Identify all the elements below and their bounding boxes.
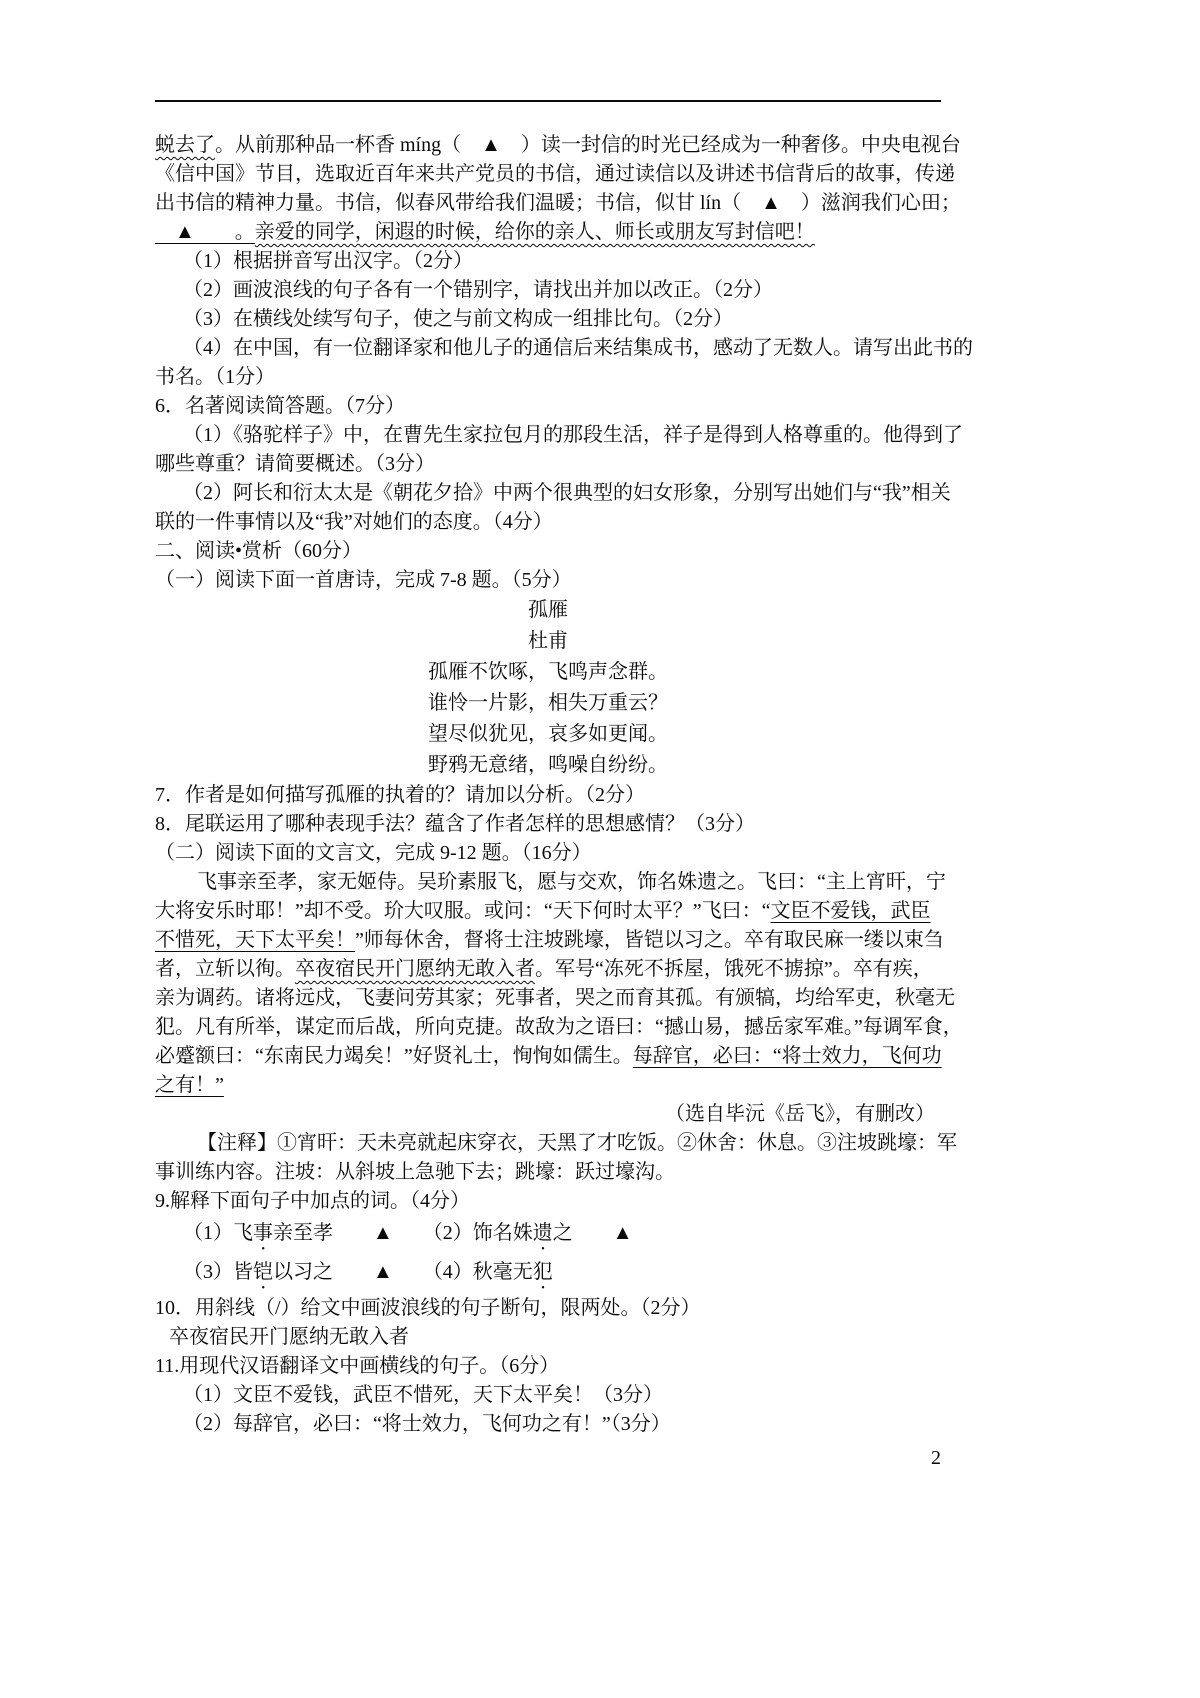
wavy-text-segment: 卒夜宿民开门愿纳无敢入者 [295, 958, 535, 980]
header-rule [155, 100, 941, 102]
question-5-sub-1 [155, 247, 941, 276]
text-segment: 卒夜宿民开门愿纳无敢入者 [169, 1326, 409, 1348]
poem-line [155, 688, 941, 719]
classical-text-line [155, 955, 941, 984]
text-segment: 以习之 [273, 1261, 373, 1283]
question-11 [155, 1352, 941, 1381]
poem-author [155, 626, 941, 657]
text-segment: 出书信的精神力量。书信，似春风带给我们温暖；书信，似甘 lín（ ▲ ）滋润我们心田； [155, 192, 961, 214]
text-segment: 者，立斩以徇。 [155, 958, 295, 980]
text-segment: 孤雁不饮啄，飞鸣声念群。 [428, 661, 668, 683]
question-6-sub-2-cont [155, 508, 941, 537]
classical-text-line [155, 1013, 963, 1042]
text-segment: 孤雁 [528, 599, 568, 621]
text-segment: 飞事亲至孝，家无姬侍。吴玠素服飞，愿与交欢，饰名姝遗之。飞曰：“主上宵旰，宁 [197, 871, 946, 893]
part-2-header [155, 839, 941, 868]
text-segment: （3）在横线处续写句子，使之与前文构成一组排比句。（2分） [183, 308, 733, 330]
question-9-items-1 [155, 1216, 941, 1255]
question-5-sub-2 [155, 276, 941, 305]
text-segment: 7．作者是如何描写孤雁的执着的？请加以分析。（2分） [155, 784, 645, 806]
text-segment: （2）每辞官，必曰：“将士效力，飞何功之有！”（3分） [183, 1413, 671, 1435]
text-segment: 【注释】①宵旰：天未亮就起床穿衣，天黑了才吃饭。②休舍：休息。③注坡跳壕：军 [197, 1132, 957, 1154]
question-10 [155, 1294, 941, 1323]
question-6-sub-2 [155, 479, 951, 508]
letter-paragraph-line [155, 160, 955, 189]
dot-text-segment: 事 [253, 1222, 273, 1244]
text-segment: 野鸦无意绪，鸣噪自纷纷。 [428, 754, 668, 776]
dot-text-segment: 遗 [532, 1222, 553, 1244]
text-segment: ”师每休舍，督将士注坡跳壕，皆铠以习之。卒有取民麻一缕以束刍 [355, 929, 944, 951]
question-5-sub-3 [155, 305, 941, 334]
text-segment: 9.解释下面句子中加点的词。（4分） [155, 1190, 470, 1212]
document-content [155, 131, 973, 1439]
text-segment: 6．名著阅读简答题。（7分） [155, 395, 405, 417]
answer-blank: ▲ [612, 1222, 633, 1244]
question-11-sub-1 [155, 1381, 941, 1410]
text-segment: 《信中国》节目，选取近百年来共产党员的书信，通过读信以及讲述书信背后的故事，传递 [155, 163, 955, 185]
question-5-sub-4 [155, 334, 973, 363]
text-segment: 10．用斜线（/）给文中画波浪线的句子断句，限两处。（2分） [155, 1297, 701, 1319]
text-segment: （2）阿长和衍太太是《朝花夕拾》中两个很典型的妇女形象，分别写出她们与“我”相关 [183, 482, 951, 504]
section-2-header [155, 537, 941, 566]
text-segment: （1）文臣不爱钱，武臣不惜死，天下太平矣！（3分） [183, 1384, 663, 1406]
text-segment: 谁怜一片影，相失万重云？ [428, 692, 668, 714]
text-segment: 杜甫 [528, 630, 568, 652]
letter-paragraph-line [155, 218, 941, 247]
answer-blank: ▲ 。 [155, 221, 255, 243]
text-segment: （3）皆 [183, 1261, 253, 1283]
text-segment: （1）《骆驼样子》中，在曹先生家拉包月的那段生活，祥子是得到人格尊重的。他得到了 [183, 424, 963, 446]
text-segment: 望尽似犹见，哀多如更闻。 [428, 723, 668, 745]
question-9 [155, 1187, 941, 1216]
dot-text-segment: 铠 [253, 1261, 273, 1283]
ul-text-segment: 之有！” [155, 1074, 224, 1096]
notes-line-cont [155, 1158, 941, 1187]
classical-text-line [155, 984, 955, 1013]
page-number: 2 [931, 1447, 941, 1469]
poem-line [155, 750, 941, 781]
classical-text-line [155, 897, 941, 926]
classical-text-line [155, 1042, 941, 1071]
text-segment: 大将安乐时耶！”却不受。玠大叹服。或问：“天下何时太平？”飞曰：“ [155, 900, 771, 922]
wavy-text-segment: 蜕去了 [155, 134, 215, 156]
text-segment: （二）阅读下面的文言文，完成 9-12 题。（16分） [155, 842, 592, 864]
text-segment: 联的一件事情以及“我”对她们的态度。（4分） [155, 511, 553, 533]
text-segment: 哪些尊重？请简要概述。（3分） [155, 453, 435, 475]
text-segment: 亲至孝 [273, 1222, 373, 1244]
question-6-sub-1-cont [155, 450, 941, 479]
source-attribution [155, 1100, 941, 1129]
text-segment: （1）飞 [183, 1222, 253, 1244]
poem-line [155, 657, 941, 688]
ul-text-segment: 文臣不爱钱，武臣 [770, 900, 931, 922]
text-segment: （一）阅读下面一首唐诗，完成 7-8 题。（5分） [155, 569, 572, 591]
poem-line [155, 719, 941, 750]
letter-paragraph-line [155, 189, 961, 218]
ul-text-segment: 每辞官，必曰：“将士效力，飞何功 [632, 1045, 942, 1067]
text-segment: 之 [552, 1222, 613, 1244]
text-segment: （1）根据拼音写出汉字。（2分） [183, 250, 473, 272]
text-segment: （2）饰名姝 [392, 1222, 533, 1244]
part-1-header [155, 566, 941, 595]
question-6-sub-1 [155, 421, 963, 450]
question-11-sub-2 [155, 1410, 941, 1439]
text-segment: 亲为调药。诸将远戍，飞妻问劳其家；死事者，哭之而育其孤。有颁犒，均给军吏，秋毫无 [155, 987, 955, 1009]
notes-line [155, 1129, 957, 1158]
letter-paragraph-line [155, 131, 961, 160]
text-segment: 8．尾联运用了哪种表现手法？蕴含了作者怎样的思想感情？（3分） [155, 813, 755, 835]
dot-text-segment: 犯 [532, 1261, 553, 1283]
text-segment: （选自毕沅《岳飞》，有删改） [665, 1103, 935, 1125]
text-segment: 必蹙额曰：“东南民力竭矣！”好贤礼士，恂恂如儒生。 [155, 1045, 633, 1067]
answer-blank: ▲ [373, 1222, 393, 1244]
question-9-items-2 [155, 1255, 941, 1294]
question-10-sentence [155, 1323, 941, 1352]
classical-text-line [155, 926, 944, 955]
text-segment: 书名。（1分） [155, 366, 275, 388]
question-7 [155, 781, 941, 810]
text-segment: 二、阅读•赏析（60分） [155, 540, 363, 562]
text-segment: 事训练内容。注坡：从斜坡上急驰下去；跳壕：跃过壕沟。 [155, 1161, 675, 1183]
text-segment: 11.用现代汉语翻译文中画横线的句子。（6分） [155, 1355, 560, 1377]
text-segment: （4）在中国，有一位翻译家和他儿子的通信后来结集成书，感动了无数人。请写出此书的 [183, 337, 973, 359]
text-segment: （4）秋毫无 [392, 1261, 533, 1283]
question-6 [155, 392, 941, 421]
poem-title [155, 595, 941, 626]
classical-text-line [155, 1071, 941, 1100]
text-segment: （2）画波浪线的句子各有一个错别字，请找出并加以改正。（2分） [183, 279, 773, 301]
answer-blank: ▲ [373, 1261, 393, 1283]
ul-text-segment: 不惜死，天下太平矣！ [155, 929, 355, 951]
wavy-text-segment: 亲爱的同学，闲遐的时候，给你的亲人、师长或朋友写封信吧！ [254, 221, 815, 243]
text-segment: 犯。凡有所举，谋定而后战，所向克捷。故敌为之语曰：“撼山易，撼岳家军难。”每调军食， [155, 1016, 963, 1038]
question-8 [155, 810, 941, 839]
question-5-sub-4-cont [155, 363, 941, 392]
text-segment: 。从前那种品一杯香 míng（ ▲ ）读一封信的时光已经成为一种奢侈。中央电视台 [215, 134, 961, 156]
classical-text-line [155, 868, 946, 897]
text-segment: 。军号“冻死不拆屋，饿死不掳掠”。卒有疾， [535, 958, 933, 980]
